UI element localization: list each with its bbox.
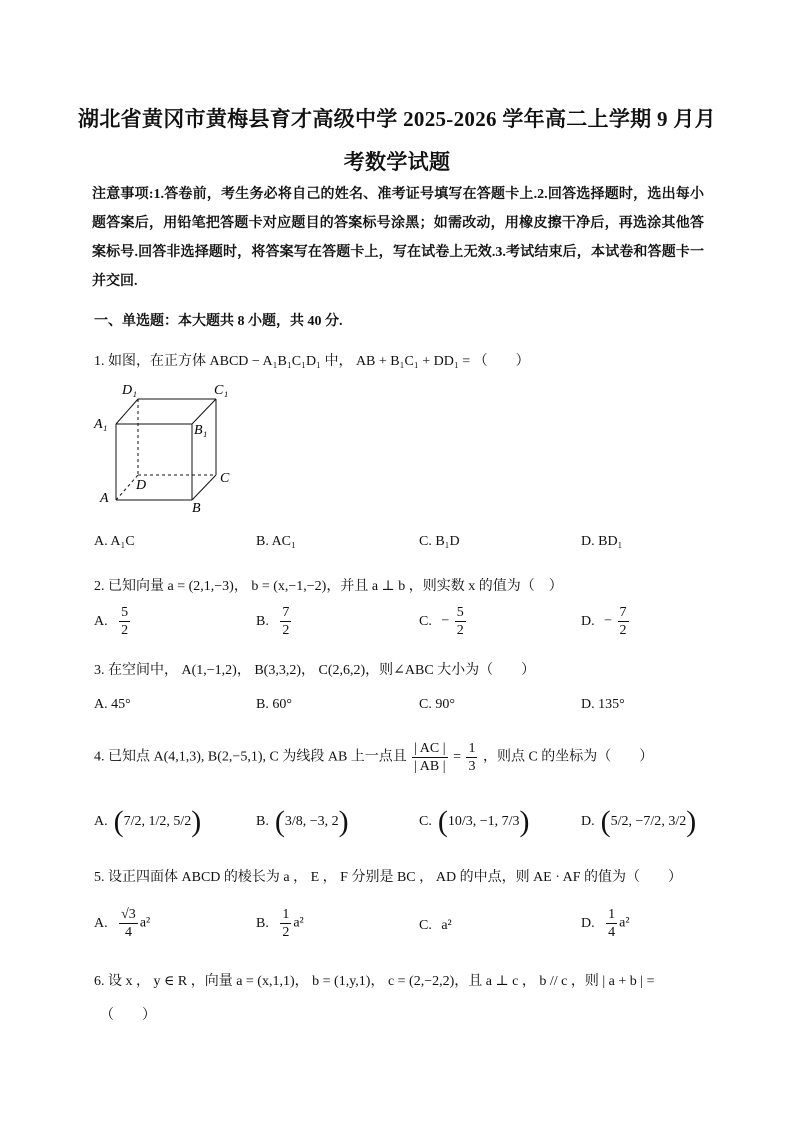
question-1-stem: 1. 如图，在正方体 ABCD − A₁B₁C₁D₁ 中， AB + B₁C₁ + DD₁ = （ ） [94, 354, 530, 369]
right-paren: ) [191, 805, 202, 838]
right-paren: ) [519, 805, 530, 838]
q2-option-d[interactable] [581, 604, 631, 639]
title-line-2: 考数学试题 [343, 150, 451, 174]
numerator: 7 [282, 605, 290, 620]
q5-option-d[interactable] [581, 906, 630, 941]
q2-option-a[interactable] [94, 604, 132, 639]
q1-option-d[interactable]: D. BD₁ [581, 534, 623, 549]
numerator: 1 [608, 907, 616, 922]
q4-stem-after: ，则点 C 的坐标为（ ） [482, 749, 654, 765]
question-4-stem [94, 740, 653, 775]
option-label: A. [94, 613, 108, 629]
q3-option-d[interactable]: D. 135° [581, 697, 625, 712]
q3-option-a[interactable]: A. 45° [94, 697, 131, 712]
label-C1: C₁ [214, 383, 229, 398]
q4-option-b[interactable]: B. (3/8, −3, 2) [256, 805, 349, 838]
denominator: 2 [619, 623, 627, 638]
q3-option-b[interactable]: B. 60° [256, 697, 292, 712]
question-6-stem-line-2: （ ） [100, 1008, 156, 1023]
option-tail: a² [619, 915, 630, 931]
option-label: A. [94, 915, 108, 931]
exam-notice: 注意事项:1.答卷前，考生务必将自己的姓名、准考证号填写在答题卡上.2.回答选择题时，选出每小题答案后，用铅笔把答题卡对应题目的答案标号涂黑；如需改动，用橡皮擦干净后，再选涂其他答案标号.回答非选择题时，将答案写在答题卡上，写在试卷上无效.3.考试结束后，本试卷和答题卡一并交回. [92, 187, 704, 289]
option-tail: a² [441, 918, 452, 933]
q2-option-b[interactable] [256, 604, 293, 639]
option-label: D. [581, 915, 595, 931]
fraction [119, 906, 138, 941]
coord-3: 2 [331, 814, 339, 830]
coord-3: 7/3 [501, 814, 520, 830]
label-B1: B₁ [194, 423, 208, 438]
q4-ratio-fraction [412, 740, 447, 775]
numerator: √3 [121, 907, 136, 922]
label-A: A [100, 491, 109, 506]
q3-option-c[interactable]: C. 90° [419, 697, 455, 712]
label-C: C [220, 471, 230, 486]
q4-option-d[interactable]: D. (5/2, −7/2, 3/2) [581, 805, 697, 838]
denominator: 3 [468, 759, 476, 774]
q1-option-c[interactable]: C. B₁D [419, 534, 460, 549]
denominator: 2 [121, 623, 129, 638]
question-6-stem: 6. 设 x ， y ∈ R ，向量 a = (x,1,1)， b = (1,y,1)， c = (2,−2,2)，且 a ⊥ c ， b // c ，则 | a + b | = [94, 974, 655, 989]
question-3-stem: 3. 在空间中， A(1,−1,2)， B(3,3,2)， C(2,6,2)，则∠ABC 大小为（ ） [94, 663, 536, 678]
denominator: 2 [282, 925, 290, 940]
q4-stem-before: 4. 已知点 A(4,1,3), B(2,−5,1), C 为线段 AB 上一点且 [94, 749, 407, 765]
label-A1: A₁ [94, 417, 108, 432]
q5-option-c[interactable] [419, 918, 452, 934]
numerator: | AC | [414, 741, 446, 756]
question-5-stem: 5. 设正四面体 ABCD 的棱长为 a ， E ， F 分别是 BC ， AD 的中点，则 AE · AF 的值为（ ） [94, 870, 683, 885]
numerator: 5 [456, 605, 464, 620]
right-paren: ) [338, 805, 349, 838]
option-label: C. [419, 613, 432, 629]
numerator: 1 [468, 741, 476, 756]
cube-figure [92, 378, 252, 518]
title-line-1: 湖北省黄冈市黄梅县育才高级中学 2025-2026 学年高二上学期 9 月月 [78, 107, 716, 131]
coord-1: 5/2 [610, 814, 629, 830]
left-paren: ( [437, 805, 448, 838]
left-paren: ( [274, 805, 285, 838]
q4-rhs-fraction [466, 740, 477, 775]
section-heading-single-choice: 一、单选题：本大题共 8 小题，共 40 分. [94, 314, 343, 329]
fraction [119, 604, 130, 639]
option-tail: a² [139, 915, 151, 931]
coord-3: 5/2 [173, 814, 192, 830]
numerator: 1 [282, 907, 290, 922]
denominator: 2 [456, 623, 464, 638]
q5-option-b[interactable] [256, 906, 304, 941]
label-D1: D₁ [122, 383, 137, 398]
option-label: A. [94, 814, 108, 830]
fraction [606, 906, 617, 941]
coord-1: 10/3 [447, 814, 473, 830]
q4-option-c[interactable]: C. (10/3, −1, 7/3) [419, 805, 530, 838]
q4-equals: = [453, 749, 461, 765]
coord-2: −3 [309, 814, 325, 830]
denominator: 2 [282, 623, 290, 638]
coord-1: 7/2 [123, 814, 142, 830]
coord-2: −1 [479, 814, 495, 830]
numerator: 5 [121, 605, 129, 620]
question-2-stem: 2. 已知向量 a = (2,1,−3)， b = (x,−1,−2)，并且 a ⊥ b ，则实数 x 的值为（ ） [94, 579, 563, 594]
denominator: | AB | [414, 759, 446, 774]
option-label: D. [581, 814, 595, 830]
label-D: D [136, 478, 147, 493]
q2-option-c[interactable] [419, 604, 468, 639]
option-label: C. [419, 918, 432, 933]
fraction [455, 604, 466, 639]
q5-option-a[interactable] [94, 906, 150, 941]
q4-option-a[interactable]: A. (7/2, 1/2, 5/2) [94, 805, 202, 838]
option-label: B. [256, 613, 269, 629]
label-B: B [192, 501, 201, 516]
fraction [280, 906, 291, 941]
q1-option-a[interactable]: A. A₁C [94, 534, 135, 549]
coord-2: −7/2 [635, 814, 662, 830]
option-sign: − [441, 613, 450, 629]
coord-1: 3/8 [284, 814, 303, 830]
option-label: B. [256, 915, 269, 931]
coord-3: 3/2 [668, 814, 687, 830]
option-label: C. [419, 814, 432, 830]
option-sign: − [604, 613, 613, 629]
left-paren: ( [113, 805, 124, 838]
left-paren: ( [600, 805, 611, 838]
numerator: 7 [619, 605, 627, 620]
denominator: 4 [124, 925, 132, 940]
right-paren: ) [686, 805, 697, 838]
fraction [618, 604, 629, 639]
option-tail: a² [293, 915, 304, 931]
fraction [280, 604, 291, 639]
option-label: B. [256, 814, 269, 830]
coord-2: 1/2 [148, 814, 167, 830]
denominator: 4 [608, 925, 616, 940]
option-label: D. [581, 613, 595, 629]
q1-option-b[interactable]: B. AC₁ [256, 534, 296, 549]
